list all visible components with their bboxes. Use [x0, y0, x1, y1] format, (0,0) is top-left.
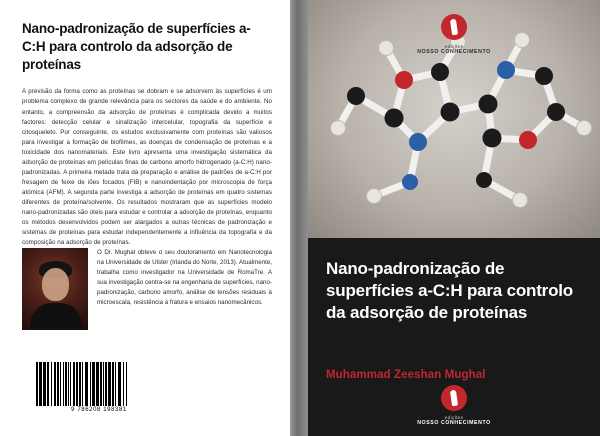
front-cover [308, 0, 600, 436]
front-cover-title: Nano-padronização de superfícies a-C:H para controlo da adsorção de proteínas [326, 259, 573, 322]
isbn-number: 9 786208 198381 [71, 407, 127, 413]
publisher-line2: NOSSO CONHECIMENTO [417, 420, 491, 426]
author-block [22, 248, 272, 330]
author-portrait [22, 248, 88, 330]
book-flame-icon [441, 14, 467, 40]
book-flame-icon [441, 385, 467, 411]
cover-artwork [308, 0, 600, 238]
publisher-line1: edições [444, 415, 464, 420]
front-cover-author: Muhammad Zeeshan Mughal [326, 369, 486, 381]
barcode-block [36, 362, 162, 420]
back-cover-title: Nano-padronização de superfícies a-C:H para controlo da adsorção de proteínas [22, 21, 251, 72]
barcode-icon [36, 362, 162, 406]
back-cover-abstract: A previsão da forma como as proteínas se dobram e se adsorvem às superfícies é um problema complexo de grande relevância para os sectores da saúde e do ambiente. No entanto, a compreensão da adsorção de proteínas é complicada devido a muitos factores: detecção celular e sinalização intercelular, topografia da superfície e citosqueleto. Por conseguinte, os estudos exclusivamente com proteínas são valiosos para investigar a formação de biofilmes, as doenças de condensação de proteínas e a toxicidade dos nanomateriais. Este livro apresenta uma investigação sistemática da adsorção de proteínas em películas finas de carbono amorfo hidrogenado (a-C:H) nano-padronizadas. A primeira metade trata da preparação e análise de padrões de a-C:H por fresagem de feixe de iões focados (FIB) e nanoindentação por microscopia de força atómica (AFM). A segunda parte investiga a adsorção de proteínas em quatro sistemas diferentes de proteína/solvente. Os resultados mostraram que as superfícies modelo nano-padronizadas são úteis para estudar e controlar a adsorção de proteínas, enquanto os métodos desenvolvidos podem ser alargados a outras técnicas de padronização e sistemas de proteínas para estudar independentemente a influência da topografia e da composição na adsorção de proteínas. [22, 88, 272, 247]
front-cover-text-panel [308, 238, 600, 436]
author-bio: O Dr. Mughal obteve o seu doutoramento em Nanotecnologia na Universidade de Ulster (Irlanda do Norte, 2013). Atualmente, trabalha como investigador na Universidade de RomaTre. A sua investigação centra-se na engenharia de superfícies, nano-padronização, carbono amorfo, análise de tensões residuais à microescala, resistência à fratura e ensaios nanomecânicos. [97, 249, 272, 307]
publisher-line2: NOSSO CONHECIMENTO [417, 49, 491, 55]
publisher-logo-bottom [409, 385, 499, 426]
publisher-line1: edições [444, 44, 464, 49]
book-spine [290, 0, 308, 436]
back-cover [0, 0, 290, 436]
publisher-logo-top [417, 14, 491, 55]
